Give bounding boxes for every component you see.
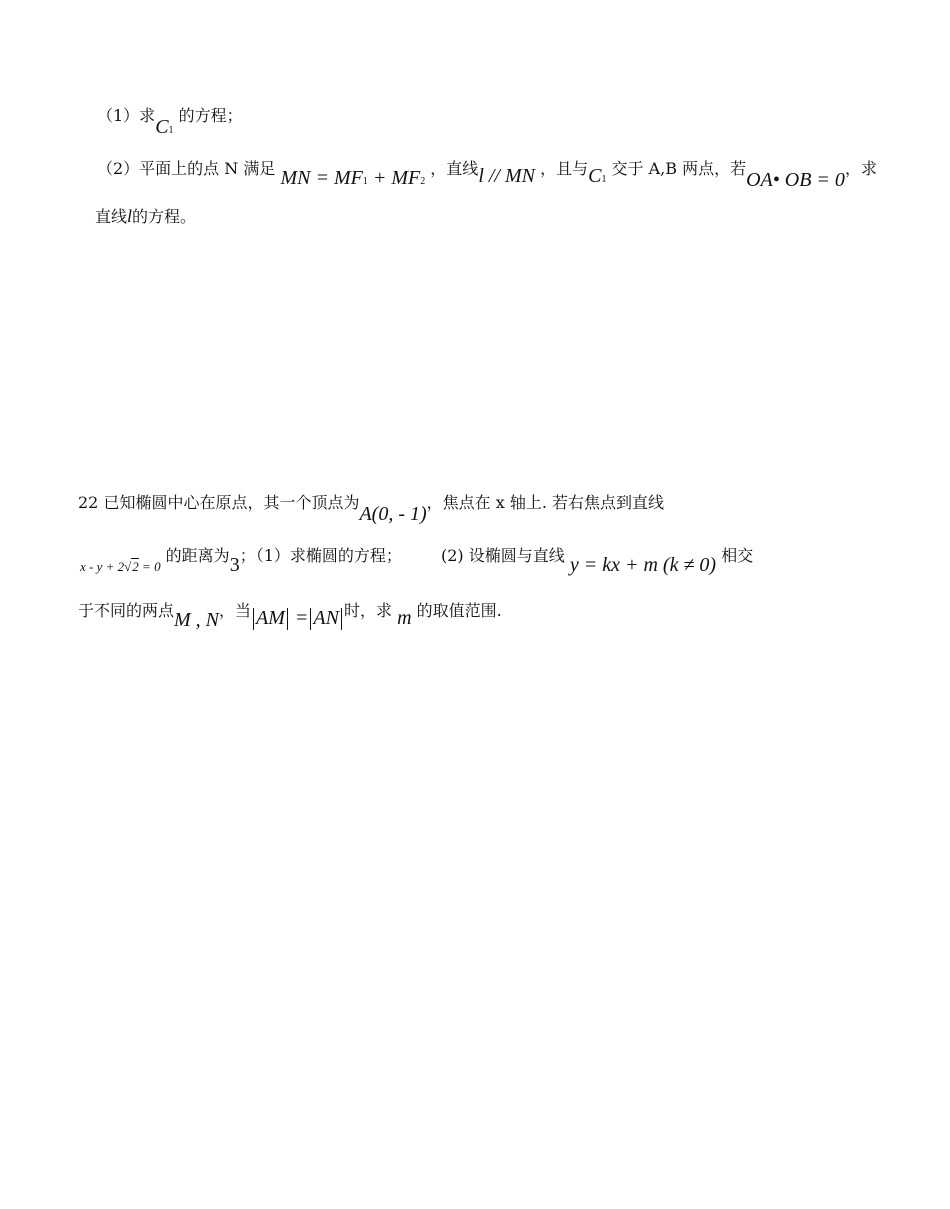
p21-part2-curve-c: C1: [588, 165, 607, 187]
p21-part2-vector-equation: MN = MF1 + MF2: [280, 167, 426, 189]
p21-line3-a: 直线: [95, 207, 128, 226]
p21-part2-mid2: ，且与: [540, 159, 589, 178]
p21-part1-line: [97, 103, 243, 138]
p21-part2-mid1: ，直线: [430, 159, 479, 178]
p22-point-a: A(0, - 1): [359, 503, 427, 525]
p22-line3-a: 于不同的两点: [78, 601, 175, 620]
p22-line3-d: 的取值范围.: [416, 601, 502, 620]
p21-part1-tail: 的方程；: [178, 106, 243, 125]
p21-part2-mid3: 交于 A,B 两点，若: [611, 159, 747, 178]
p21-line3-l: l: [127, 206, 133, 226]
p22-var-m: m: [397, 607, 412, 629]
p21-part1-math-c: C1: [155, 116, 174, 138]
p22-line2-b: ；（1）求椭圆的方程；: [239, 546, 402, 565]
p22-line-equation: x - y + 2√2 = 0: [80, 559, 161, 574]
p21-line3: [95, 204, 196, 229]
p22-line2-c: (2) 设椭圆与直线: [440, 546, 565, 565]
p22-line1-b: ，焦点在 x 轴上. 若右焦点到直线: [426, 493, 665, 512]
p21-part2-label: （2）平面上的点 N 满足: [97, 159, 276, 178]
p22-line1: [78, 490, 665, 525]
p22-line1-a: 22 已知椭圆中心在原点，其一个顶点为: [78, 493, 360, 512]
p21-part2-line: [97, 156, 877, 191]
p22-line3-b: ，当: [219, 601, 252, 620]
p21-line3-b: 的方程。: [132, 207, 197, 226]
p22-line-ykxm: y = kx + m (k ≠ 0): [569, 554, 717, 576]
p22-line3: [78, 598, 502, 631]
p21-part1-label: （1）求: [97, 106, 156, 125]
p22-line3-c: 时，求: [343, 601, 392, 620]
p22-abs-equation: AM = AN: [251, 607, 344, 629]
p22-points-mn: M , N: [174, 609, 220, 631]
p22-line2: [80, 543, 754, 576]
p22-line2-d: 相交: [721, 546, 754, 565]
p22-line2-a: 的距离为: [165, 546, 230, 565]
p21-part2-end: ，求: [844, 159, 877, 178]
p21-part2-dot-product: OA• OB = 0: [746, 169, 845, 191]
p21-part2-parallel: l // MN: [478, 165, 535, 187]
p22-distance-value: 3: [229, 554, 240, 576]
